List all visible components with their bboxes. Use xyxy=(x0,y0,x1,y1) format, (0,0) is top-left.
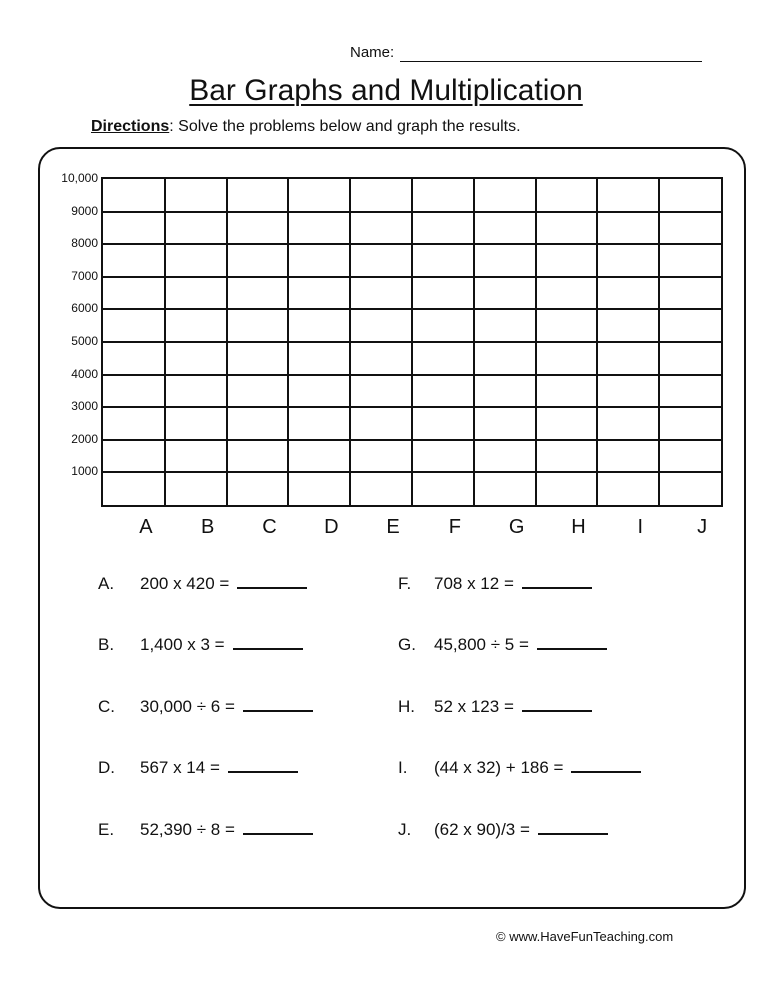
directions-text: : Solve the problems below and graph the results. xyxy=(169,118,521,135)
problem-expression: 30,000 ÷ 6 = xyxy=(140,697,235,716)
name-blank-line[interactable] xyxy=(400,61,702,62)
problem-item xyxy=(398,758,641,778)
y-tick-label: 8000 xyxy=(71,236,98,251)
problem-item xyxy=(98,820,313,840)
grid-horizontal-line xyxy=(103,439,721,441)
copyright-footer: © www.HaveFunTeaching.com xyxy=(496,929,674,944)
grid-horizontal-line xyxy=(103,308,721,310)
problem-item xyxy=(98,758,298,778)
page-title: Bar Graphs and Multiplication xyxy=(189,74,583,107)
y-tick-label: 3000 xyxy=(71,399,98,414)
answer-blank[interactable] xyxy=(571,770,641,773)
problem-expression: (44 x 32) + 186 = xyxy=(434,758,564,777)
x-category-label: F xyxy=(448,516,461,538)
problem-letter: B. xyxy=(98,635,115,654)
x-category-label: J xyxy=(697,516,708,538)
problem-item xyxy=(398,697,592,717)
problem-item xyxy=(98,574,307,594)
problem-letter: A. xyxy=(98,574,115,593)
problem-expression: 567 x 14 = xyxy=(140,758,220,777)
problem-letter: H. xyxy=(398,697,415,716)
y-tick-label: 2000 xyxy=(71,431,98,446)
grid-horizontal-line xyxy=(103,406,721,408)
problem-item xyxy=(398,820,608,840)
problem-item xyxy=(398,574,592,594)
answer-blank[interactable] xyxy=(233,647,303,650)
x-category-label: C xyxy=(262,516,277,538)
problem-expression: 200 x 420 = xyxy=(140,574,230,593)
answer-blank[interactable] xyxy=(537,647,607,650)
problem-expression: 52 x 123 = xyxy=(434,697,514,716)
directions xyxy=(91,118,521,136)
problem-expression: 52,390 ÷ 8 = xyxy=(140,820,235,839)
x-category-label: I xyxy=(637,516,644,538)
grid-horizontal-line xyxy=(103,243,721,245)
name-label: Name: xyxy=(350,44,395,61)
y-tick-label: 5000 xyxy=(71,334,98,348)
answer-blank[interactable] xyxy=(522,709,592,712)
y-tick-label: 4000 xyxy=(71,366,98,381)
answer-blank[interactable] xyxy=(243,709,313,712)
grid-horizontal-line xyxy=(103,276,721,278)
grid-horizontal-line xyxy=(103,471,721,473)
x-category-label: E xyxy=(386,516,400,538)
bar-graph-grid[interactable] xyxy=(101,177,723,507)
y-tick-label: 1000 xyxy=(71,464,98,479)
problem-item xyxy=(398,635,607,655)
answer-blank[interactable] xyxy=(237,586,307,589)
directions-label: Directions xyxy=(91,118,170,135)
problem-item xyxy=(98,697,313,717)
problem-expression: 708 x 12 = xyxy=(434,574,514,593)
answer-blank[interactable] xyxy=(243,832,313,835)
y-tick-label: 6000 xyxy=(71,301,98,316)
problem-expression: 1,400 x 3 = xyxy=(140,635,225,654)
problem-letter: C. xyxy=(98,697,115,716)
x-category-label: D xyxy=(324,516,339,538)
y-tick-label: 7000 xyxy=(71,268,98,283)
problem-letter: J. xyxy=(398,820,412,839)
problem-letter: D. xyxy=(98,758,115,777)
answer-blank[interactable] xyxy=(522,586,592,589)
problem-letter: E. xyxy=(98,820,115,839)
problem-letter: G. xyxy=(398,635,416,654)
x-category-label: H xyxy=(571,516,586,538)
answer-blank[interactable] xyxy=(228,770,298,773)
answer-blank[interactable] xyxy=(538,832,608,835)
name-field[interactable] xyxy=(350,44,394,61)
grid-horizontal-line xyxy=(103,211,721,213)
y-tick-label: 10,000 xyxy=(61,171,98,185)
y-tick-label: 9000 xyxy=(71,203,98,218)
problem-item xyxy=(98,635,303,655)
x-category-label: A xyxy=(139,516,153,538)
problem-letter: F. xyxy=(398,574,412,593)
grid-horizontal-line xyxy=(103,341,721,343)
x-category-label: B xyxy=(201,516,215,538)
x-category-label: G xyxy=(508,516,525,538)
problem-letter: I. xyxy=(398,758,408,777)
grid-horizontal-line xyxy=(103,374,721,376)
problem-expression: (62 x 90)/3 = xyxy=(434,820,530,839)
problem-expression: 45,800 ÷ 5 = xyxy=(434,635,529,654)
